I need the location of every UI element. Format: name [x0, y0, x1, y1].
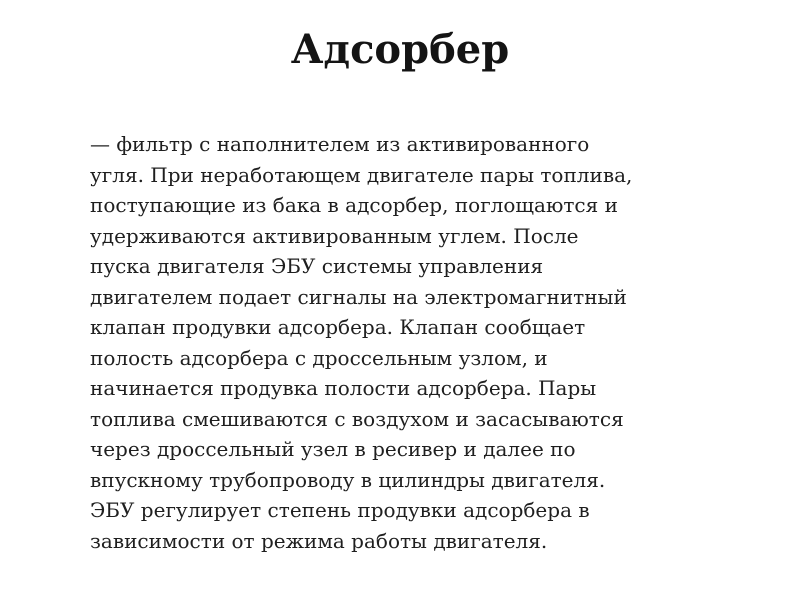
body-line: топлива смешиваются с воздухом и засасываются: [90, 406, 624, 431]
body-line: зависимости от режима работы двигателя.: [90, 528, 548, 553]
slide-body-text: [90, 129, 730, 556]
body-line: удерживаются активированным углем. После: [90, 223, 579, 248]
body-line: через дроссельный узел в ресивер и далее по: [90, 437, 576, 461]
body-line: полость адсорбера с дроссельным узлом, и: [90, 345, 548, 370]
body-line: пуска двигателя ЭБУ системы управления: [90, 254, 544, 278]
body-line: ЭБУ регулирует степень продувки адсорбера в: [90, 498, 590, 522]
body-line: угля. При неработающем двигателе пары топлива,: [90, 162, 633, 187]
body-line: — фильтр с наполнителем из активированного: [90, 132, 590, 156]
body-line: впускному трубопроводу в цилиндры двигателя.: [90, 467, 606, 492]
body-line: начинается продувка полости адсорбера. Пары: [90, 376, 597, 400]
slide-title: Адсорбер: [290, 26, 510, 73]
body-line: поступающие из бака в адсорбер, поглощаются и: [90, 193, 618, 217]
body-line: клапан продувки адсорбера. Клапан сообщает: [90, 315, 586, 339]
body-line: двигателем подает сигналы на электромагнитный: [90, 284, 627, 309]
